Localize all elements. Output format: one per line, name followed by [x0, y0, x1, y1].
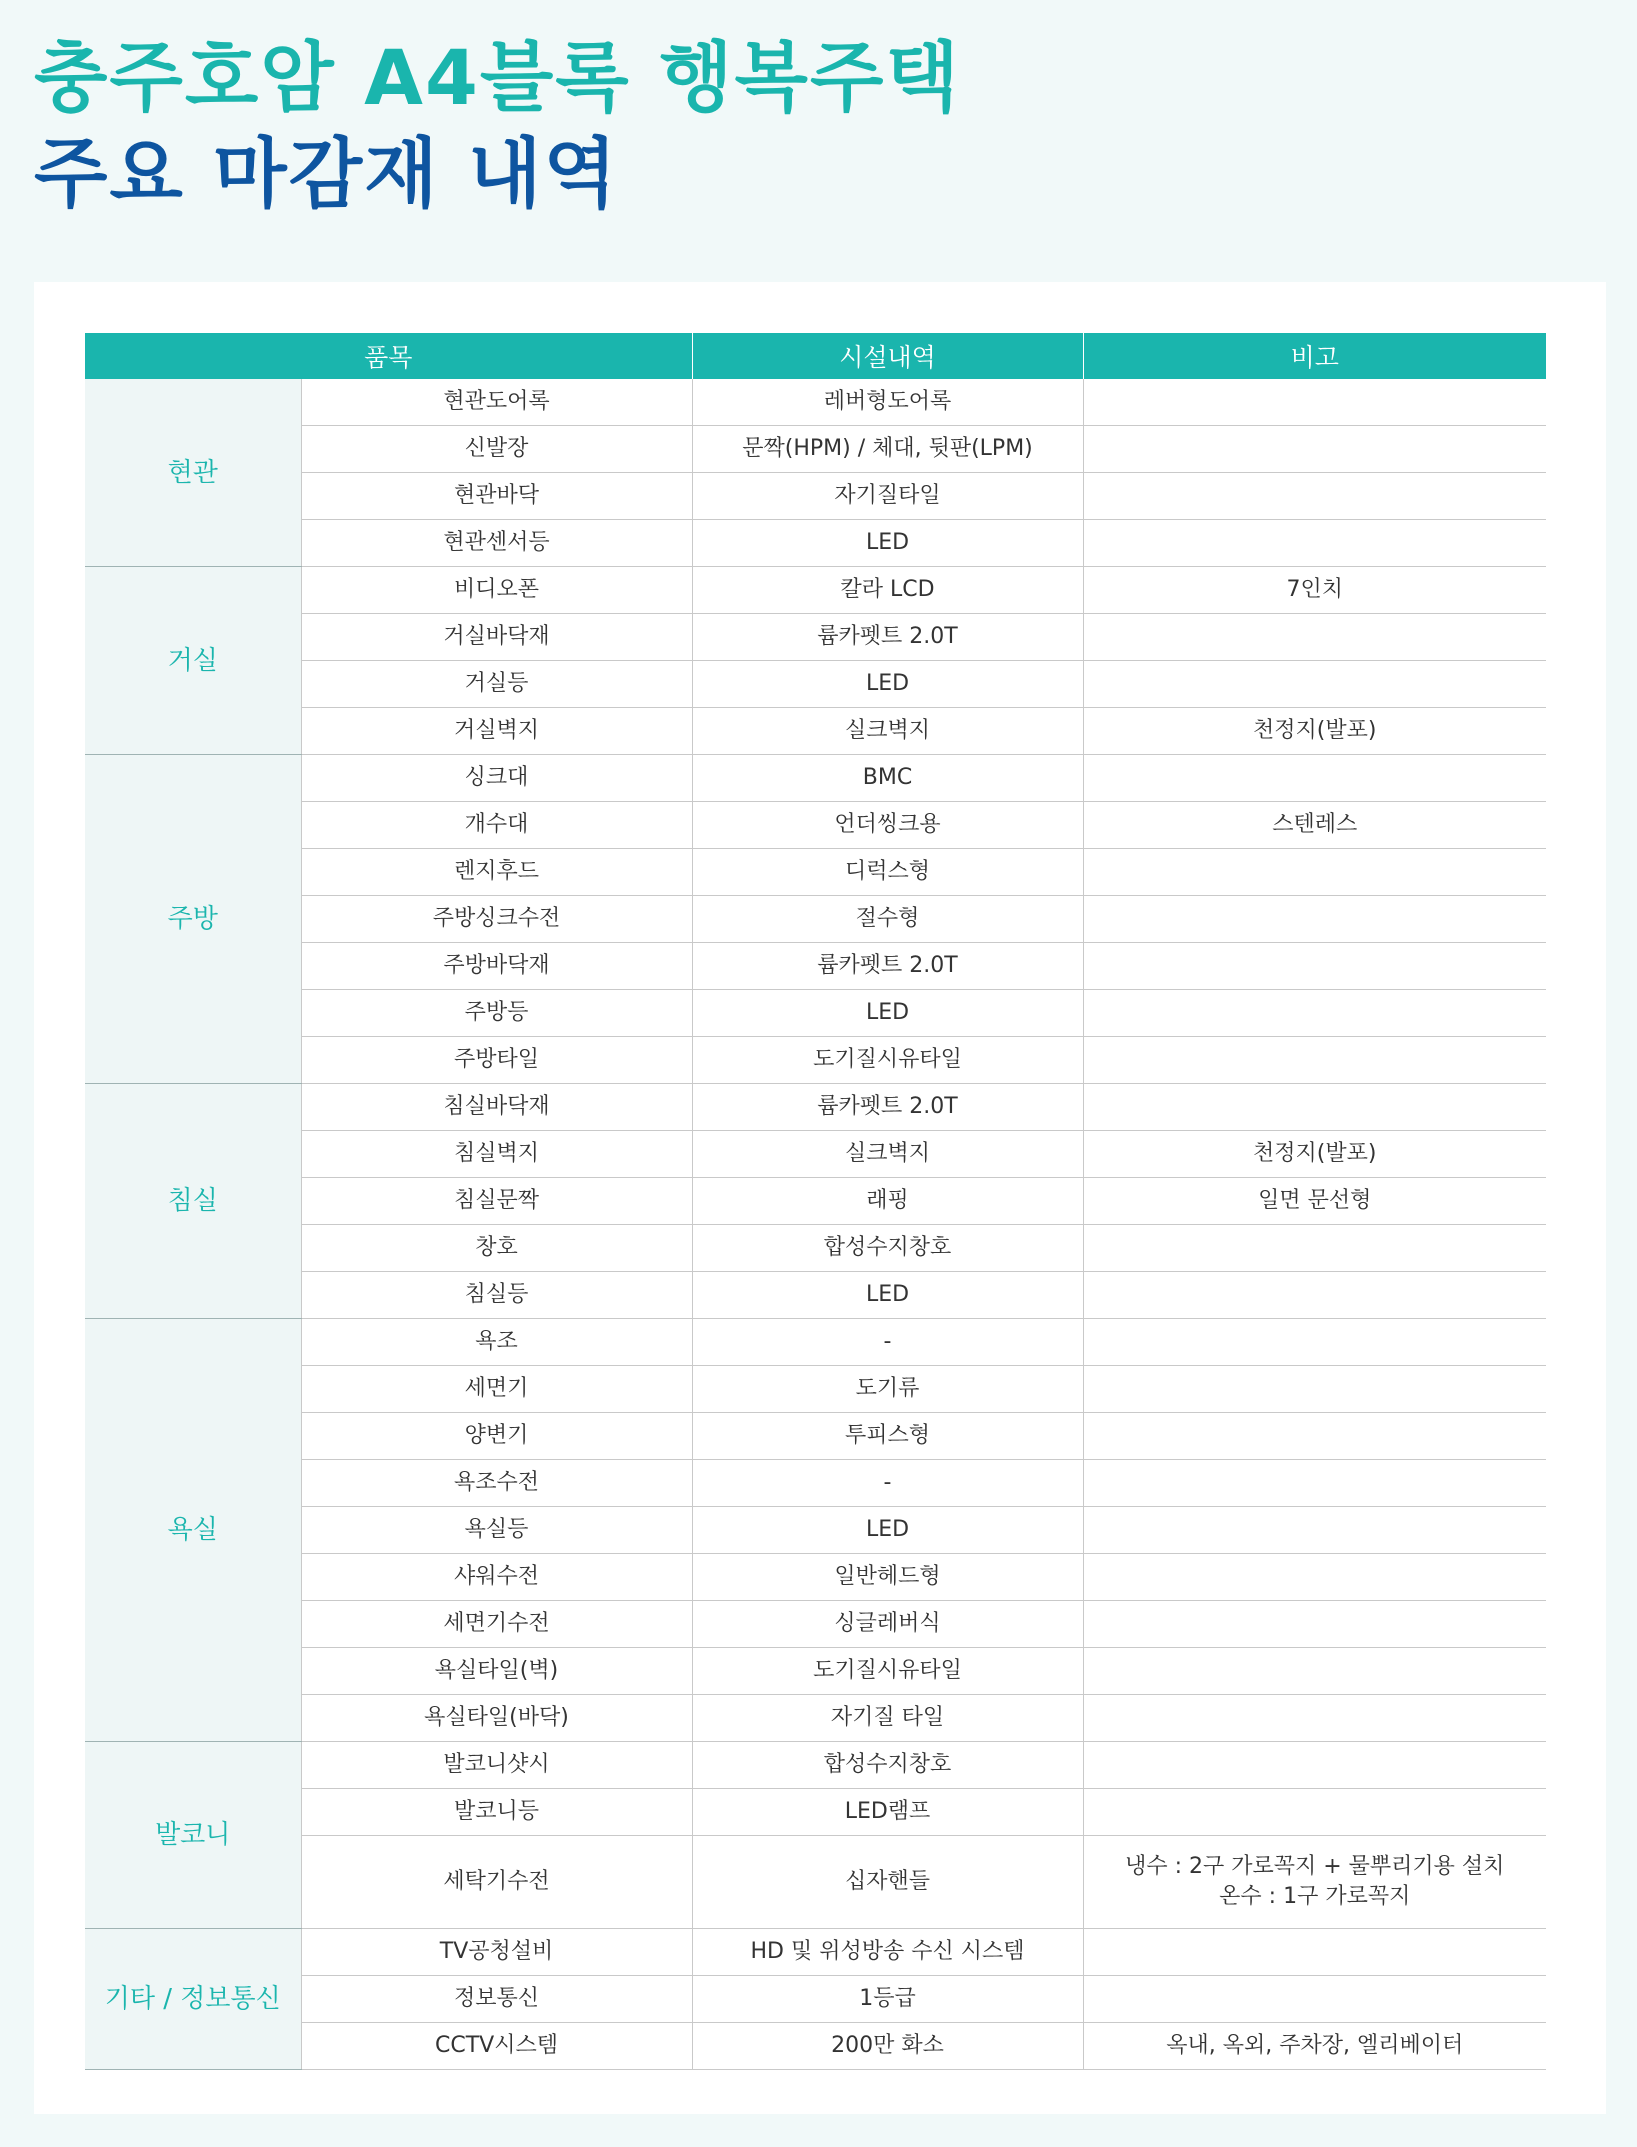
item-cell: 욕실타일(바닥): [301, 1695, 692, 1742]
table-row: [85, 1929, 1546, 1976]
item-cell: 거실바닥재: [301, 614, 692, 661]
table-row: [85, 1460, 1546, 1507]
table-card: [34, 282, 1606, 2114]
spec-cell: 륨카펫트 2.0T: [692, 614, 1083, 661]
note-cell: [1083, 1460, 1546, 1507]
spec-cell: 투피스형: [692, 1413, 1083, 1460]
table-row: [85, 379, 1546, 426]
table-row: [85, 1037, 1546, 1084]
spec-cell: 200만 화소: [692, 2023, 1083, 2070]
item-cell: 주방바닥재: [301, 943, 692, 990]
table-row: [85, 661, 1546, 708]
note-cell: [1083, 1929, 1546, 1976]
category-cell: 현관: [85, 379, 301, 567]
note-cell: [1083, 1695, 1546, 1742]
spec-cell: 도기질시유타일: [692, 1037, 1083, 1084]
item-cell: 개수대: [301, 802, 692, 849]
spec-cell: 륨카펫트 2.0T: [692, 943, 1083, 990]
spec-cell: LED: [692, 1507, 1083, 1554]
item-cell: 욕실타일(벽): [301, 1648, 692, 1695]
header-item: 품목: [85, 333, 692, 379]
item-cell: 세탁기수전: [301, 1836, 692, 1929]
spec-cell: LED: [692, 990, 1083, 1037]
spec-cell: HD 및 위성방송 수신 시스템: [692, 1929, 1083, 1976]
table-row: [85, 1976, 1546, 2023]
item-cell: 샤워수전: [301, 1554, 692, 1601]
table-row: [85, 1789, 1546, 1836]
item-cell: 양변기: [301, 1413, 692, 1460]
note-cell: 천정지(발포): [1083, 708, 1546, 755]
category-cell: 침실: [85, 1084, 301, 1319]
item-cell: 침실등: [301, 1272, 692, 1319]
item-cell: 욕조수전: [301, 1460, 692, 1507]
table-row: [85, 1695, 1546, 1742]
table-row: [85, 426, 1546, 473]
category-cell: 발코니: [85, 1742, 301, 1929]
note-cell: [1083, 896, 1546, 943]
item-cell: 거실벽지: [301, 708, 692, 755]
note-cell: [1083, 755, 1546, 802]
spec-cell: 1등급: [692, 1976, 1083, 2023]
spec-cell: 합성수지창호: [692, 1742, 1083, 1789]
item-cell: 욕조: [301, 1319, 692, 1366]
table-row: [85, 849, 1546, 896]
table-row: [85, 1319, 1546, 1366]
note-cell: [1083, 1225, 1546, 1272]
spec-cell: 언더씽크용: [692, 802, 1083, 849]
header-spec: 시설내역: [692, 333, 1083, 379]
spec-cell: 도기류: [692, 1366, 1083, 1413]
item-cell: 침실벽지: [301, 1131, 692, 1178]
item-cell: 현관도어록: [301, 379, 692, 426]
note-cell: [1083, 1648, 1546, 1695]
note-cell: [1083, 661, 1546, 708]
table-row: [85, 1225, 1546, 1272]
category-cell: 거실: [85, 567, 301, 755]
spec-cell: LED램프: [692, 1789, 1083, 1836]
category-cell: 기타 / 정보통신: [85, 1929, 301, 2070]
table-row: [85, 1601, 1546, 1648]
note-cell: 천정지(발포): [1083, 1131, 1546, 1178]
table-row: [85, 896, 1546, 943]
note-cell: [1083, 1601, 1546, 1648]
item-cell: 렌지후드: [301, 849, 692, 896]
note-cell: [1083, 849, 1546, 896]
spec-cell: 칼라 LCD: [692, 567, 1083, 614]
title-line-1: 충주호암 A4블록 행복주택: [34, 33, 961, 122]
note-cell: [1083, 1789, 1546, 1836]
note-cell: [1083, 1319, 1546, 1366]
item-cell: 거실등: [301, 661, 692, 708]
note-cell: [1083, 943, 1546, 990]
table-body: [85, 379, 1546, 2070]
item-cell: 발코니샷시: [301, 1742, 692, 1789]
table-row: [85, 614, 1546, 661]
header-note: 비고: [1083, 333, 1546, 379]
item-cell: 욕실등: [301, 1507, 692, 1554]
table-row: [85, 473, 1546, 520]
table-row: [85, 1507, 1546, 1554]
item-cell: 침실바닥재: [301, 1084, 692, 1131]
spec-cell: 싱글레버식: [692, 1601, 1083, 1648]
table-row: [85, 2023, 1546, 2070]
table-row: [85, 520, 1546, 567]
note-cell: 스텐레스: [1083, 802, 1546, 849]
note-cell: [1083, 1366, 1546, 1413]
table-header-row: [85, 333, 1546, 379]
note-cell: [1083, 1554, 1546, 1601]
table-row: [85, 708, 1546, 755]
spec-cell: -: [692, 1460, 1083, 1507]
table-row: [85, 1554, 1546, 1601]
spec-cell: BMC: [692, 755, 1083, 802]
note-cell: [1083, 1836, 1546, 1929]
item-cell: 비디오폰: [301, 567, 692, 614]
item-cell: 현관센서등: [301, 520, 692, 567]
item-cell: 주방등: [301, 990, 692, 1037]
table-row: [85, 1742, 1546, 1789]
table-row: [85, 1648, 1546, 1695]
category-cell: 욕실: [85, 1319, 301, 1742]
spec-cell: 도기질시유타일: [692, 1648, 1083, 1695]
table-row: [85, 1178, 1546, 1225]
note-cell: [1083, 1084, 1546, 1131]
spec-cell: 래핑: [692, 1178, 1083, 1225]
table-row: [85, 1413, 1546, 1460]
note-cell: [1083, 1507, 1546, 1554]
spec-cell: 문짝(HPM) / 체대, 뒷판(LPM): [692, 426, 1083, 473]
spec-cell: 륨카펫트 2.0T: [692, 1084, 1083, 1131]
note-cell: [1083, 1272, 1546, 1319]
table-row: [85, 1131, 1546, 1178]
item-cell: 주방싱크수전: [301, 896, 692, 943]
spec-cell: LED: [692, 1272, 1083, 1319]
item-cell: 세면기수전: [301, 1601, 692, 1648]
item-cell: 창호: [301, 1225, 692, 1272]
note-line: 냉수 : 2구 가로꼭지 + 물뿌리기용 설치: [1125, 1854, 1505, 1879]
spec-cell: 레버형도어록: [692, 379, 1083, 426]
note-cell: [1083, 379, 1546, 426]
spec-cell: 디럭스형: [692, 849, 1083, 896]
table-row: [85, 567, 1546, 614]
note-cell: [1083, 1413, 1546, 1460]
spec-cell: 일반헤드형: [692, 1554, 1083, 1601]
note-cell: [1083, 426, 1546, 473]
table-row: [85, 990, 1546, 1037]
spec-cell: 자기질 타일: [692, 1695, 1083, 1742]
spec-cell: -: [692, 1319, 1083, 1366]
item-cell: 정보통신: [301, 1976, 692, 2023]
note-cell: [1083, 614, 1546, 661]
title-line-2: 주요 마감재 내역: [34, 129, 619, 218]
spec-cell: LED: [692, 520, 1083, 567]
table-row: [85, 943, 1546, 990]
spec-cell: 합성수지창호: [692, 1225, 1083, 1272]
note-cell: 일면 문선형: [1083, 1178, 1546, 1225]
table-row: [85, 802, 1546, 849]
table-row: [85, 1836, 1546, 1929]
note-cell: [1083, 1742, 1546, 1789]
note-cell: 7인치: [1083, 567, 1546, 614]
spec-cell: 십자핸들: [692, 1836, 1083, 1929]
note-cell: [1083, 1037, 1546, 1084]
note-line: 온수 : 1구 가로꼭지: [1219, 1884, 1411, 1909]
item-cell: TV공청설비: [301, 1929, 692, 1976]
finishing-materials-table: [85, 333, 1546, 2070]
table-row: [85, 1084, 1546, 1131]
spec-cell: 절수형: [692, 896, 1083, 943]
item-cell: CCTV시스템: [301, 2023, 692, 2070]
table-row: [85, 755, 1546, 802]
page-title: [34, 30, 961, 222]
item-cell: 발코니등: [301, 1789, 692, 1836]
item-cell: 주방타일: [301, 1037, 692, 1084]
category-cell: 주방: [85, 755, 301, 1084]
note-cell: [1083, 520, 1546, 567]
table-row: [85, 1366, 1546, 1413]
note-cell: [1083, 1976, 1546, 2023]
item-cell: 세면기: [301, 1366, 692, 1413]
spec-cell: 실크벽지: [692, 708, 1083, 755]
item-cell: 현관바닥: [301, 473, 692, 520]
note-cell: [1083, 473, 1546, 520]
note-cell: [1083, 990, 1546, 1037]
note-cell: 옥내, 옥외, 주차장, 엘리베이터: [1083, 2023, 1546, 2070]
item-cell: 싱크대: [301, 755, 692, 802]
table-row: [85, 1272, 1546, 1319]
spec-cell: 자기질타일: [692, 473, 1083, 520]
spec-cell: LED: [692, 661, 1083, 708]
spec-cell: 실크벽지: [692, 1131, 1083, 1178]
item-cell: 침실문짝: [301, 1178, 692, 1225]
item-cell: 신발장: [301, 426, 692, 473]
